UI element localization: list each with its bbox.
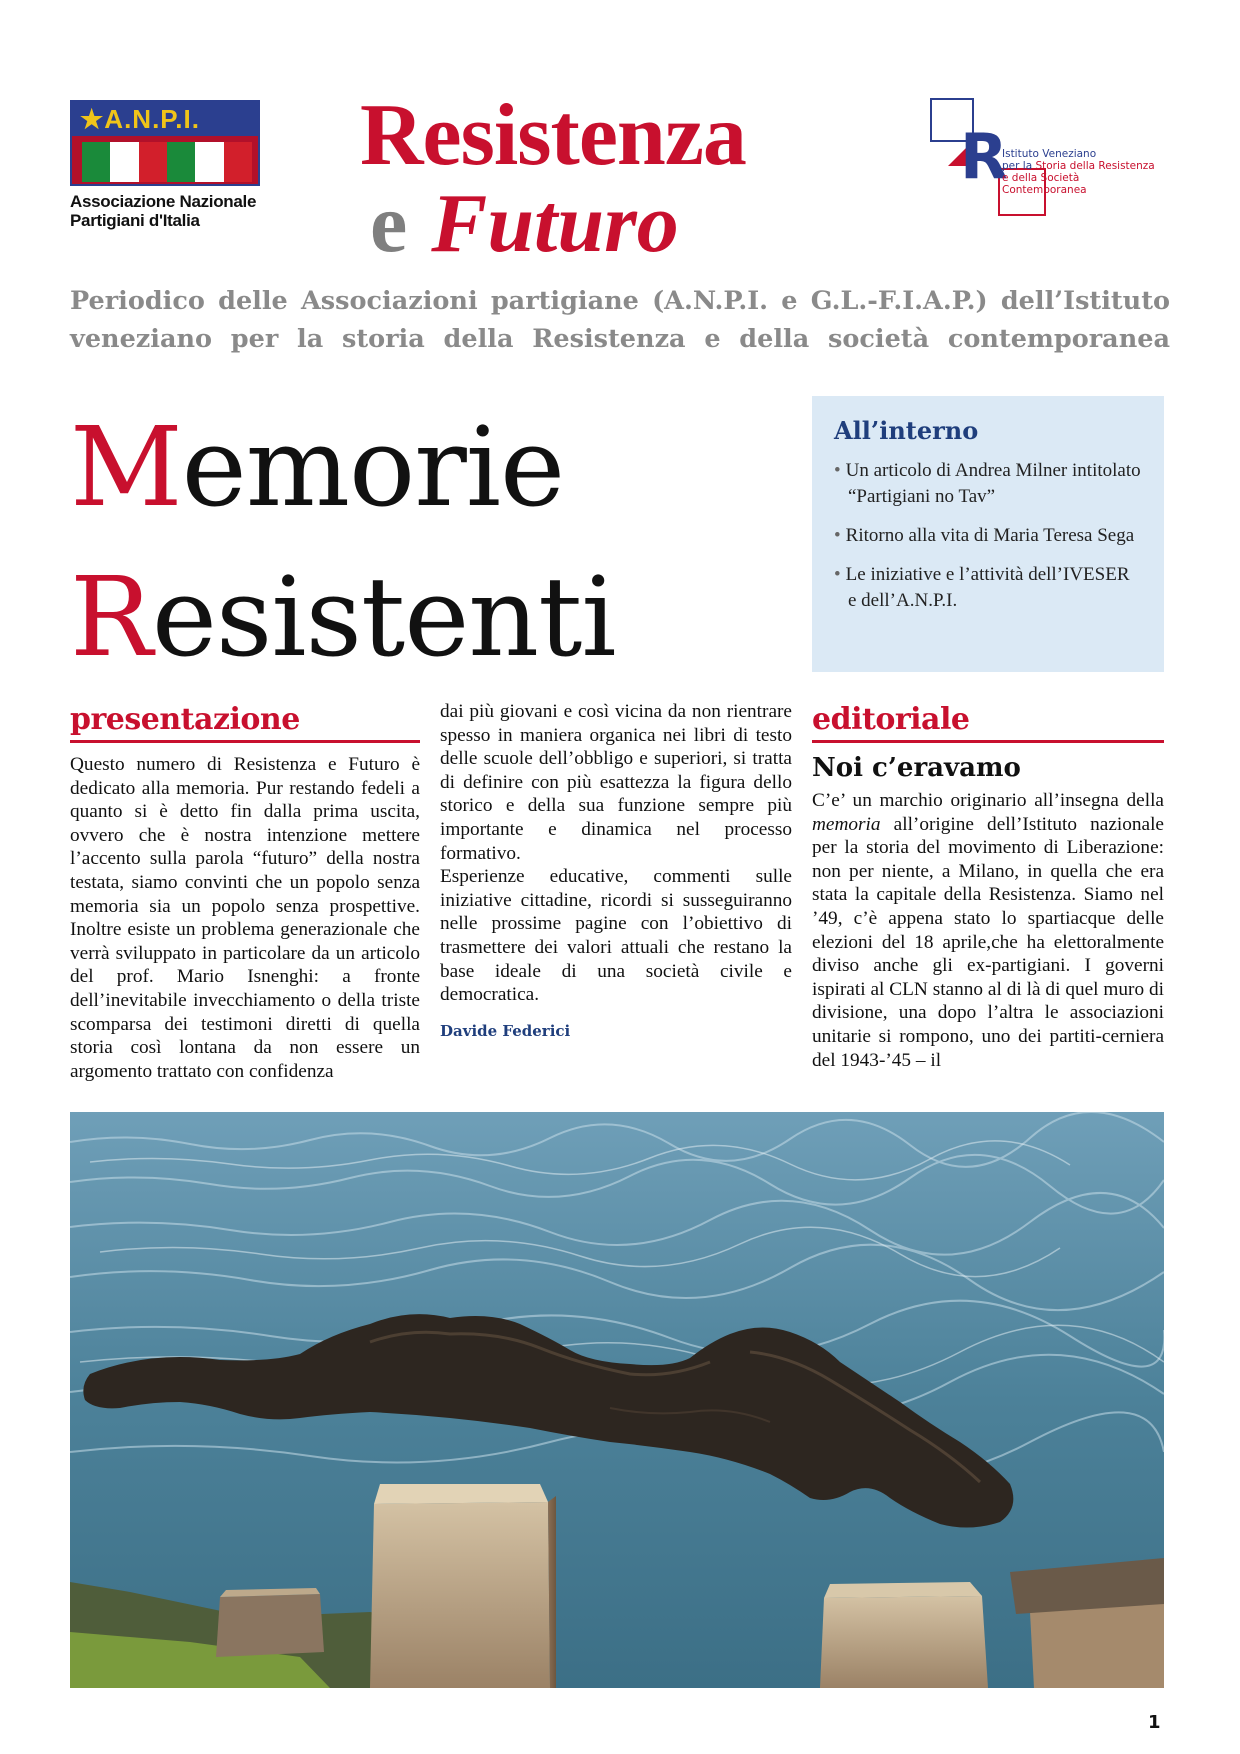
title-rest-2: esistenti [151,553,616,681]
presentazione-text-cont: dai più giovani e così vicina da non rientrare spesso in maniera organica nei libri di testo delle scuole dell’obbligo e superiori, si tratta di definire con più esattezza la figura dello storico e della sua funzione sempre più importante e dinamica nel processo formativo. [440,701,792,864]
inside-list [834,458,1142,614]
masthead [360,87,880,270]
iveser-r-icon: R [960,120,1008,193]
anpi-caption-line1: Associazione Nazionale [70,192,257,211]
anpi-logo [70,100,265,230]
editoriale-text [812,789,1164,1072]
title-cap-m: M [70,403,182,531]
inside-box [812,396,1164,672]
presentazione-heading: presentazione [70,702,420,743]
editoriale-text-b: all’origine dell’Istituto nazionale per la storia del movimento di Liberazione: non per niente, a Milano, in quella che era stata la capitale della Resistenza. Siamo nel ’49, c’è appena stato lo spartiacque delle elezioni del 18 aprile,che ha elettoralmente diviso anche gli ex-partigiani. I governi ispirati al CLN stanno al di là di quel muro di divisione, una dopo l’altra le associazioni unitarie si rompono, uno dei partiti-cerniera del 1943-’45 – il [812,813,1164,1071]
iveser-line3-b: Società Contemporanea [1002,172,1087,196]
iveser-line2-b: Storia della Resistenza [1035,160,1155,172]
sculpture-photo-image [70,1112,1164,1688]
title-rest-1: emorie [181,403,565,531]
inside-item: • Le iniziative e l’attività dell’IVESER e dell’A.N.P.I. [834,562,1142,614]
anpi-badge [70,100,260,186]
iveser-line2 [1002,160,1160,172]
editoriale-column [812,702,1164,1072]
masthead-resistenza: Resistenza [360,87,746,184]
issue-title-line2 [70,542,616,692]
inside-heading: All’interno [834,416,979,445]
presentazione-author: Davide Federici [440,1021,571,1040]
iveser-logo [930,98,1160,223]
periodical-subtitle [70,282,1170,358]
presentazione-continued-column [440,700,792,1041]
masthead-futuro: Futuro [431,177,679,270]
presentazione-column [70,702,420,1083]
presentazione-text-cont-2: Esperienze educative, commenti sulle iniziative cittadine, ricordi si susseguiranno nelle prossime pagine con l’obiettivo di trasmettere dei valori attuali che restano la base ideale di una società civile e democratica. [440,866,792,1006]
editoriale-text-a: C’e’ un marchio originario all’insegna della [812,790,1164,811]
anpi-logo-text: ★A.N.P.I. [72,102,258,136]
inside-item: • Ritorno alla vita di Maria Teresa Sega [834,523,1142,549]
masthead-line2 [370,177,880,270]
anpi-caption [70,192,265,230]
iveser-line2-a: per la [1002,160,1036,172]
iveser-line3 [1002,172,1160,196]
editoriale-text-em: memoria [812,813,881,835]
anpi-caption-line2: Partigiani d'Italia [70,211,200,230]
iveser-line3-a: e della [1002,172,1041,184]
issue-title-line1 [70,392,616,542]
italian-flag-icon [82,142,252,182]
editoriale-subheading: Noi c’eravamo [812,753,1021,783]
editoriale-heading: editoriale [812,702,1164,743]
inside-item: • Un articolo di Andrea Milner intitolato “Partigiani no Tav” [834,458,1142,510]
page-number: 1 [1148,1712,1161,1733]
presentazione-text: Questo numero di Resistenza e Futuro è dedicato alla memoria. Pur restando fedeli a quanto si è detto fin dalla prima uscita, ovvero che è nostra intenzione mettere l’accento sulla parola “futuro” della nostra testata, siamo convinti che un popolo senza memoria sia un popolo senza prospettive. Inoltre esiste un problema generazionale che verrà sviluppato in particolare da un articolo del prof. Mario Isnenghi: a fronte dell’inevitabile invecchiamento o della triste scomparsa dei testimoni diretti di quella storia così lontana da non essere un argomento trattato con confidenza [70,754,420,1082]
issue-title [70,392,616,692]
subtitle-line2: veneziano per la storia della Resistenza e della società contemporanea [70,324,1170,354]
masthead-e: e [370,177,408,270]
iveser-logo-text [1002,148,1160,196]
cover-photo [70,1112,1164,1688]
iveser-line1: Istituto Veneziano [1002,148,1097,160]
title-cap-r: R [70,553,152,681]
subtitle-line1: Periodico delle Associazioni partigiane (A.N.P.I. e G.L.-F.I.A.P.) dell’Istituto [70,286,1170,316]
